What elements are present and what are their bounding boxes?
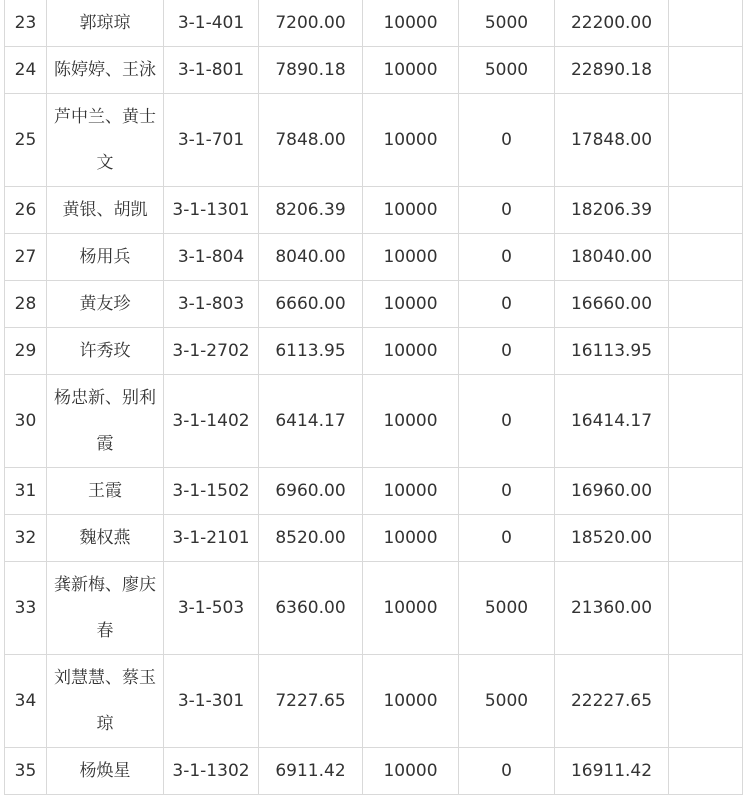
- total-cell: 22227.65: [555, 655, 669, 748]
- owner-name-cell: 杨焕星: [47, 748, 164, 795]
- subsidy-cell: 10000: [363, 94, 459, 187]
- owner-name-cell: 黄银、胡凯: [47, 187, 164, 234]
- amount-cell: 7848.00: [259, 94, 363, 187]
- note-cell: [669, 748, 743, 795]
- amount-cell: 7890.18: [259, 47, 363, 94]
- amount-cell: 7200.00: [259, 0, 363, 47]
- unit-number-cell: 3-1-1502: [164, 468, 259, 515]
- table-row: [5, 468, 743, 515]
- owner-name-cell: 王霞: [47, 468, 164, 515]
- unit-number-cell: 3-1-803: [164, 281, 259, 328]
- note-cell: [669, 468, 743, 515]
- subsidy-cell: 10000: [363, 47, 459, 94]
- amount-cell: 8206.39: [259, 187, 363, 234]
- note-cell: [669, 234, 743, 281]
- table-row: [5, 94, 743, 187]
- row-number-cell: 30: [5, 375, 47, 468]
- table-row: [5, 562, 743, 655]
- note-cell: [669, 562, 743, 655]
- row-number-cell: 26: [5, 187, 47, 234]
- subsidy-cell: 10000: [363, 281, 459, 328]
- subsidy-cell: 10000: [363, 187, 459, 234]
- table-row: [5, 515, 743, 562]
- total-cell: 16113.95: [555, 328, 669, 375]
- extra-cell: 0: [459, 281, 555, 328]
- owner-name-cell: 杨忠新、别利霞: [47, 375, 164, 468]
- note-cell: [669, 187, 743, 234]
- total-cell: 22200.00: [555, 0, 669, 47]
- owner-name-cell: 许秀玫: [47, 328, 164, 375]
- extra-cell: 0: [459, 515, 555, 562]
- note-cell: [669, 328, 743, 375]
- extra-cell: 0: [459, 187, 555, 234]
- unit-number-cell: 3-1-1302: [164, 748, 259, 795]
- unit-number-cell: 3-1-401: [164, 0, 259, 47]
- row-number-cell: 34: [5, 655, 47, 748]
- row-number-cell: 28: [5, 281, 47, 328]
- table-row: [5, 234, 743, 281]
- extra-cell: 0: [459, 468, 555, 515]
- extra-cell: 0: [459, 328, 555, 375]
- amount-cell: 6360.00: [259, 562, 363, 655]
- owner-name-cell: 刘慧慧、蔡玉琼: [47, 655, 164, 748]
- total-cell: 22890.18: [555, 47, 669, 94]
- extra-cell: 5000: [459, 562, 555, 655]
- subsidy-cell: 10000: [363, 655, 459, 748]
- note-cell: [669, 47, 743, 94]
- total-cell: 16911.42: [555, 748, 669, 795]
- extra-cell: 5000: [459, 47, 555, 94]
- row-number-cell: 29: [5, 328, 47, 375]
- unit-number-cell: 3-1-2702: [164, 328, 259, 375]
- owner-name-cell: 陈婷婷、王泳: [47, 47, 164, 94]
- amount-cell: 6113.95: [259, 328, 363, 375]
- extra-cell: 0: [459, 94, 555, 187]
- row-number-cell: 35: [5, 748, 47, 795]
- extra-cell: 0: [459, 234, 555, 281]
- subsidy-cell: 10000: [363, 468, 459, 515]
- table-row: [5, 187, 743, 234]
- unit-number-cell: 3-1-301: [164, 655, 259, 748]
- owner-name-cell: 魏权燕: [47, 515, 164, 562]
- total-cell: 21360.00: [555, 562, 669, 655]
- extra-cell: 0: [459, 748, 555, 795]
- unit-number-cell: 3-1-2101: [164, 515, 259, 562]
- table-row: [5, 375, 743, 468]
- table-row: [5, 655, 743, 748]
- note-cell: [669, 515, 743, 562]
- note-cell: [669, 655, 743, 748]
- subsidy-cell: 10000: [363, 562, 459, 655]
- subsidy-cell: 10000: [363, 0, 459, 47]
- table-body: [5, 0, 743, 795]
- total-cell: 16414.17: [555, 375, 669, 468]
- unit-number-cell: 3-1-1301: [164, 187, 259, 234]
- table-row: [5, 0, 743, 47]
- amount-cell: 7227.65: [259, 655, 363, 748]
- unit-number-cell: 3-1-801: [164, 47, 259, 94]
- owner-name-cell: 杨用兵: [47, 234, 164, 281]
- table-row: [5, 748, 743, 795]
- amount-cell: 8520.00: [259, 515, 363, 562]
- row-number-cell: 27: [5, 234, 47, 281]
- total-cell: 16660.00: [555, 281, 669, 328]
- owner-name-cell: 黄友珍: [47, 281, 164, 328]
- subsidy-cell: 10000: [363, 748, 459, 795]
- owner-name-cell: 芦中兰、黄士文: [47, 94, 164, 187]
- unit-number-cell: 3-1-804: [164, 234, 259, 281]
- unit-number-cell: 3-1-701: [164, 94, 259, 187]
- total-cell: 18520.00: [555, 515, 669, 562]
- row-number-cell: 33: [5, 562, 47, 655]
- note-cell: [669, 375, 743, 468]
- total-cell: 16960.00: [555, 468, 669, 515]
- amount-cell: 8040.00: [259, 234, 363, 281]
- row-number-cell: 31: [5, 468, 47, 515]
- total-cell: 18040.00: [555, 234, 669, 281]
- table-row: [5, 47, 743, 94]
- note-cell: [669, 94, 743, 187]
- owner-name-cell: 郭琼琼: [47, 0, 164, 47]
- amount-cell: 6911.42: [259, 748, 363, 795]
- row-number-cell: 24: [5, 47, 47, 94]
- note-cell: [669, 281, 743, 328]
- unit-number-cell: 3-1-1402: [164, 375, 259, 468]
- total-cell: 17848.00: [555, 94, 669, 187]
- amount-cell: 6414.17: [259, 375, 363, 468]
- subsidy-cell: 10000: [363, 234, 459, 281]
- extra-cell: 0: [459, 375, 555, 468]
- amount-cell: 6660.00: [259, 281, 363, 328]
- table-row: [5, 328, 743, 375]
- amount-cell: 6960.00: [259, 468, 363, 515]
- subsidy-cell: 10000: [363, 515, 459, 562]
- extra-cell: 5000: [459, 0, 555, 47]
- extra-cell: 5000: [459, 655, 555, 748]
- subsidy-cell: 10000: [363, 375, 459, 468]
- table-row: [5, 281, 743, 328]
- total-cell: 18206.39: [555, 187, 669, 234]
- unit-number-cell: 3-1-503: [164, 562, 259, 655]
- note-cell: [669, 0, 743, 47]
- owner-name-cell: 龚新梅、廖庆春: [47, 562, 164, 655]
- row-number-cell: 25: [5, 94, 47, 187]
- row-number-cell: 32: [5, 515, 47, 562]
- subsidy-cell: 10000: [363, 328, 459, 375]
- row-number-cell: 23: [5, 0, 47, 47]
- data-table: [4, 0, 743, 795]
